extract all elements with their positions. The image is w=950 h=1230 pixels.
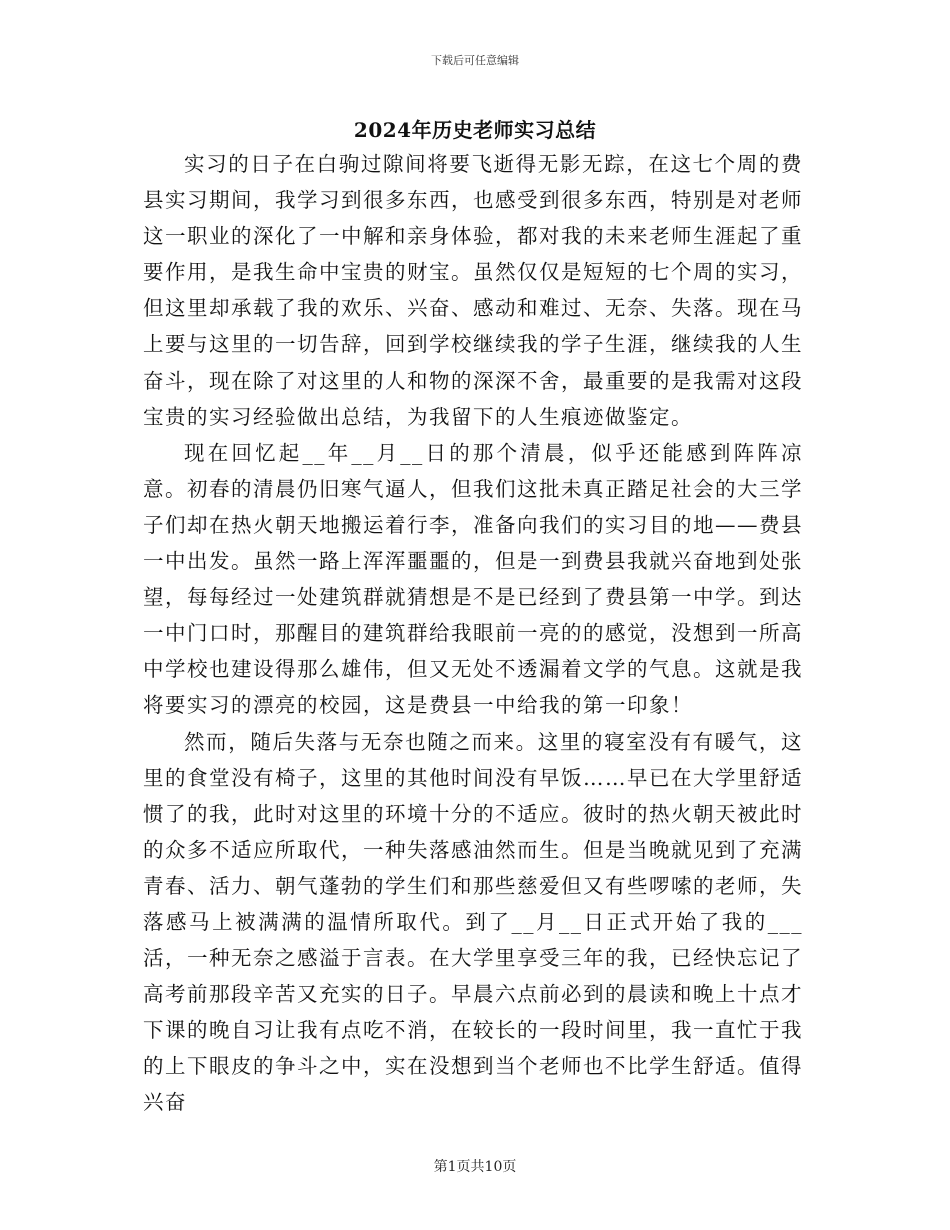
body-paragraph: 现在回忆起__年__月__日的那个清晨，似乎还能感到阵阵凉意。初春的清晨仍旧寒气逼人，但我们这批未真正踏足社会的大三学子们却在热火朝天地搬运着行李，准备向我们的实习目的地——费县一中出发。虽然一路上浑浑噩噩的，但是一到费县我就兴奋地到处张望，每每经过一处建筑群就猜想是不是已经到了费县第一中学。到达一中门口时，那醒目的建筑群给我眼前一亮的的感觉，没想到一所高中学校也建设得那么雄伟，但又无处不透漏着文学的气息。这就是我将要实习的漂亮的校园，这是费县一中给我的第一印象！ (143, 440, 803, 718)
document-body (143, 146, 803, 1121)
page-header-note: 下载后可任意编辑 (431, 54, 519, 67)
body-paragraph: 实习的日子在白驹过隙间将要飞逝得无影无踪，在这七个周的费县实习期间，我学习到很多东西，也感受到很多东西，特别是对老师这一职业的深化了一中解和亲身体验，都对我的未来老师生涯起了重要作用，是我生命中宝贵的财宝。虽然仅仅是短短的七个周的实习，但这里却承载了我的欢乐、兴奋、感动和难过、无奈、失落。现在马上要与这里的一切告辞，回到学校继续我的学子生涯，继续我的人生奋斗，现在除了对这里的人和物的深深不舍，最重要的是我需对这段宝贵的实习经验做出总结，为我留下的人生痕迹做鉴定。 (143, 152, 803, 429)
page-number-footer: 第1页共10页 (433, 1159, 517, 1175)
body-paragraph: 然而，随后失落与无奈也随之而来。这里的寝室没有有暖气，这里的食堂没有椅子，这里的其他时间没有早饭……早已在大学里舒适惯了的我，此时对这里的环境十分的不适应。彼时的热火朝天被此时的众多不适应所取代，一种失落感油然而生。但是当晚就见到了充满青春、活力、朝气蓬勃的学生们和那些慈爱但又有些啰嗦的老师，失落感马上被满满的温情所取代。到了__月__日正式开始了我的___活，一种无奈之感溢于言表。在大学里享受三年的我，已经快忘记了高考前那段辛苦又充实的日子。早晨六点前必到的晨读和晚上十点才下课的晚自习让我有点吃不消，在较长的一段时间里，我一直忙于我的上下眼皮的争斗之中，实在没想到当个老师也不比学生舒适。值得兴奋 (143, 729, 803, 1115)
document-title: 2024年历史老师实习总结 (353, 118, 597, 142)
